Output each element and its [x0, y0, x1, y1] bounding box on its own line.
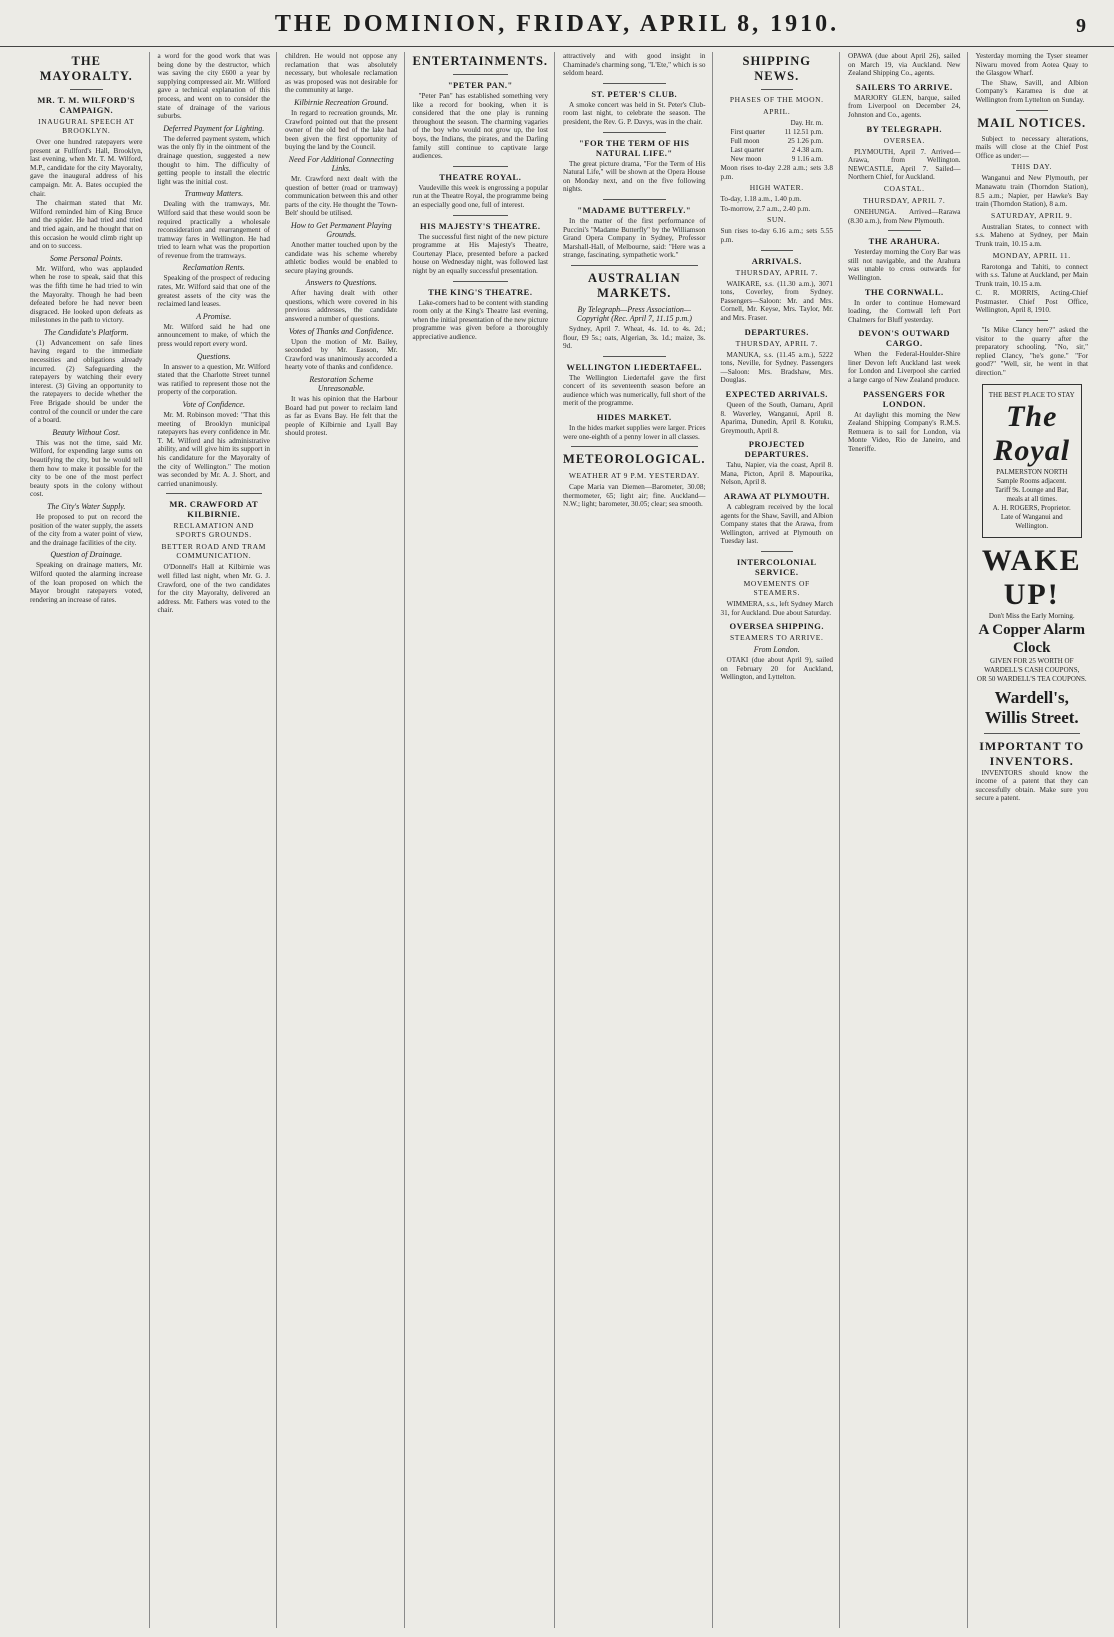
article-paragraph: Tahu, Napier, via the coast, April 8. Mana, Picton, April 8. Mapourika, Nelson, April 8. — [720, 461, 833, 487]
mail-day-label: MONDAY, APRIL 11. — [992, 250, 1071, 260]
theatre-royal-heading: THEATRE ROYAL. — [439, 171, 522, 182]
oversea-shipping-heading: OVERSEA SHIPPING. — [729, 621, 824, 632]
article-paragraph: OTAKI (due about April 9), sailed on February 20 for Auckland, Wellington, and Lyttelton. — [720, 656, 833, 682]
article-paragraph: This was not the time, said Mr. Wilford, for expending large sums on beautifying the city, but he would tell them how to make it possible for the city to be one of the most perfect beauty spots in the colony without cost. — [30, 438, 143, 499]
article-paragraph: Rarotonga and Tahiti, to connect with s.s. Talune at Auckland, per Main Trunk train, 10.15 a.m. — [975, 262, 1088, 288]
from-london-label: From London. — [753, 645, 800, 655]
column-4 — [413, 52, 556, 1628]
high-water-line: To-day, 1.18 a.m., 1.40 p.m. — [720, 195, 802, 204]
article-paragraph: "Peter Pan" has established something very like a record for booking, when it is considered that the one play is running throughout the season. The charming vagaries of the boy who would not grow up, the lost boys, the Indians, the pirates, and the Darling family still continue to captivate large audiences. — [412, 92, 549, 161]
sun-line: Sun rises to-day 6.16 a.m.; sets 5.55 p.m. — [720, 227, 833, 244]
hides-market-heading: HIDES MARKET. — [596, 412, 672, 423]
brooklyn-subheading: INAUGURAL SPEECH AT BROOKLYN. — [38, 117, 135, 135]
section-heading: Questions. — [196, 351, 231, 361]
anecdote: "Is Mike Clancy here?" asked the visitor to the quarry after the preparatory schooling. "No, sir," replied Clancy, "he's gone." "For good?" "Well, sir, he went in that direction." — [975, 326, 1088, 378]
article-paragraph: In the hides market supplies were larger. Prices were one-eighth of a penny lower in all classes. — [563, 424, 706, 441]
article-paragraph: Sydney, April 7. Wheat, 4s. 1d. to 4s. 2d.; flour, £9 5s.; oats, Algerian, 3s. 1d.; maize, 3s. 9d. — [563, 324, 706, 351]
mail-day-label: SATURDAY, APRIL 9. — [991, 210, 1073, 220]
divider — [761, 551, 794, 552]
mail-day-label: THIS DAY. — [1011, 162, 1052, 172]
article-paragraph: Upon the motion of Mr. Bailey, seconded by Mr. Easson, Mr. Crawford was unanimously accorded a hearty vote of thanks and confidence. — [285, 337, 398, 372]
column-7 — [848, 52, 968, 1628]
advert-subline: Don't Miss the Early Morning. — [988, 611, 1075, 620]
divider — [453, 74, 509, 75]
article-paragraph: Mr. M. Robinson moved: "That this meeting of Brooklyn municipal ratepayers has every confidence in Mr. T. M. Wilford and his administrative ability, and will give him its support in his candidature for the Mayoralty of the city of Wellington." The motion was seconded by Mr. A. J. Short, and carried unanimously. — [157, 411, 270, 488]
section-heading: Vote of Confidence. — [182, 400, 245, 409]
section-heading: Kilbirnie Recreation Ground. — [294, 97, 389, 107]
month-label: APRIL. — [763, 107, 791, 116]
advert-town: PALMERSTON NORTH — [996, 467, 1068, 476]
section-heading: Beauty Without Cost. — [52, 427, 121, 437]
article-paragraph: ONEHUNGA. Arrived—Rarawa (8.30 a.m.), from New Plymouth. — [848, 207, 961, 225]
wake-up-headline: WAKE UP! — [981, 543, 1082, 611]
arahura-heading: THE ARAHURA. — [868, 236, 940, 247]
movements-subheading: MOVEMENTS OF STEAMERS. — [743, 579, 810, 598]
arrivals-heading: ARRIVALS. — [751, 255, 802, 266]
article-paragraph: Yesterday morning the Cory Bar was still not navigable, and the Arahura was unable to cross outwards for Wellington. — [848, 248, 961, 282]
advert-line: Tariff 9s. Lounge and Bar, meals at all times. — [994, 485, 1069, 503]
divider — [166, 493, 263, 494]
alarm-clock-headline: A Copper Alarm Clock — [978, 621, 1085, 656]
article-paragraph: At daylight this morning the New Zealand Shipping Company's R.M.S. Remuera is to sail for London, via Monte Video, Rio de Janeiro, and Teneriffe. — [848, 410, 961, 454]
section-heading: Question of Drainage. — [50, 550, 123, 560]
article-paragraph: After having dealt with other questions, which were covered in his previous addresses, the candidate answered a number of questions. — [285, 289, 398, 324]
natural-life-heading: "FOR THE TERM OF HIS NATURAL LIFE." — [579, 137, 690, 158]
column-1 — [30, 52, 150, 1628]
article-paragraph: A smoke concert was held in St. Peter's Club-room last night, to celebrate the season. The president, the Rev. G. P. Davys, was in the chair. — [563, 100, 706, 126]
divider — [984, 733, 1081, 734]
cornwall-heading: THE CORNWALL. — [864, 286, 944, 297]
advert-proprietor: A. H. ROGERS, Proprietor. Late of Wanganui and Wellington. — [992, 503, 1071, 530]
column-8 — [976, 52, 1095, 1628]
royal-hotel-advert — [982, 384, 1083, 538]
high-water-heading: HIGH WATER. — [749, 183, 804, 193]
article-paragraph: In order to continue Homeward loading, the Cornwall left Port Chalmers for Bluff yesterday. — [848, 298, 961, 324]
arrivals-date: THURSDAY, APRIL 7. — [735, 267, 818, 277]
article-paragraph: PLYMOUTH, April 7. Arrived—Arawa, from Wellington. NEWCASTLE, April 7. Sailed—Northern Chief, for Auckland. — [848, 147, 961, 182]
projected-departures-heading: PROJECTED DEPARTURES. — [744, 439, 809, 460]
divider — [1016, 320, 1049, 321]
article-paragraph: O'Donnell's Hall at Kilbirnie was well filled last night, when Mr. G. J. Crawford, one of the two candidates for the city Mayoralty, delivered an address. Mr. Fathers was voted to the chair. — [157, 563, 270, 615]
article-paragraph: In regard to recreation grounds, Mr. Crawford pointed out that the present owner of the old bed of the lake had been given the first opportunity of buying the land by the Council. — [285, 108, 398, 152]
advert-line: GIVEN FOR 25 WORTH OF WARDELL'S CASH COUPONS, — [984, 656, 1080, 674]
peter-pan-heading: "PETER PAN." — [447, 80, 513, 90]
article-paragraph: Another matter touched upon by the candidate was his scheme whereby athletic bodies would be enabled to secure playing grounds. — [285, 240, 398, 275]
divider — [761, 89, 794, 90]
liedertafel-heading: WELLINGTON LIEDERTAFEL. — [566, 361, 703, 372]
section-heading: Some Personal Points. — [49, 253, 123, 263]
passengers-london-heading: PASSENGERS FOR LONDON. — [863, 388, 946, 409]
divider — [603, 199, 665, 200]
section-heading: Need For Additional Connecting Links. — [288, 154, 394, 173]
article-paragraph: The great picture drama, "For the Term of His Natural Life," will be shown at the Opera House on Monday next, and on the five following nights. — [563, 159, 706, 194]
article-paragraph: He proposed to put on record the position of the water supply, the assets of the city from a water point of view, and the drainage facilities of the city. — [30, 512, 143, 547]
article-paragraph: Yesterday morning the Tyser steamer Niwaru moved from Aotea Quay to the Glasgow Wharf. — [975, 52, 1088, 78]
wardells-advert — [976, 544, 1089, 728]
section-heading: How to Get Permanent Playing Grounds. — [290, 220, 392, 239]
section-heading: Votes of Thanks and Confidence. — [288, 326, 394, 336]
table-header: Day. Hr. m. — [790, 119, 823, 127]
divider — [761, 250, 794, 251]
article-paragraph: attractively and with good insight in Chaminade's charming song, "L'Ete," which is so seldom heard. — [563, 52, 706, 78]
kilbirnie-subheading-2: BETTER ROAD AND TRAM COMMUNICATION. — [161, 542, 267, 561]
divider — [453, 215, 509, 216]
section-heading: Answers to Questions. — [305, 278, 377, 288]
meteorological-heading: METEOROLOGICAL. — [563, 452, 706, 467]
section-heading: The City's Water Supply. — [47, 501, 126, 511]
sailers-heading: SAILERS TO ARRIVE. — [855, 81, 953, 92]
moon-note: Moon rises to-day 2.28 a.m.; sets 3.8 p.m. — [720, 164, 833, 181]
article-paragraph: (1) Advancement on safe lines having regard to the immediate necessities and obligations already incurred. (2) Safeguarding the ratepayers by watching their every interest. (3) Giving an opportunity to the ratepayers to decide whether the Free Brigade should be under the control of the council or under the care of a board. — [30, 338, 143, 425]
divider — [603, 83, 665, 84]
article-paragraph: The Shaw, Savill, and Albion Company's Karamea is due at Wellington from Lyttelton on Sunday. — [975, 78, 1088, 104]
steamers-subheading: STEAMERS TO ARRIVE. — [730, 633, 824, 643]
mayoralty-heading: THE MAYORALTY. — [39, 54, 133, 83]
article-paragraph: Wanganui and New Plymouth, per Manawatu train (Thorndon Station), 8.5 a.m.; Napier, per Hawke's Bay train (Thorndon Station), 8 a.m. — [975, 174, 1088, 209]
article-paragraph: WAIKARE, s.s. (11.30 a.m.), 3071 tons, Coverley, from Sydney. Passengers—Saloon: Mr. and Mrs. Cornell, Mr. Keyse, Mrs. Taylor, Mr. and Mrs. Fraser. — [720, 279, 833, 322]
article-paragraph: In answer to a question, Mr. Wilford stated that the Charlotte Street tunnel was ratified to represent those not the property of the corporation. — [157, 362, 270, 397]
section-heading: Deferred Payment for Lighting. — [163, 123, 265, 133]
article-paragraph: The Wellington Liedertafel gave the first concert of its seventeenth season before an audience which was numerically, full short of the merit of the programme. — [563, 373, 706, 408]
mail-notices-heading: MAIL NOTICES. — [977, 115, 1087, 130]
divider — [571, 265, 697, 266]
st-peters-club-heading: ST. PETER'S CLUB. — [591, 88, 678, 99]
masthead — [0, 0, 1114, 47]
article-paragraph: It was his opinion that the Harbour Board had put power to reclaim land as far as Evans Bay. He felt that the people of Kilbirnie and Lyall Bay should protest. — [285, 395, 398, 438]
shipping-news-heading: SHIPPING NEWS. — [742, 54, 811, 83]
sun-heading: SUN. — [767, 215, 787, 225]
article-paragraph: INVENTORS should know the income of a patent that they can successfully obtain. Make sure you secure a patent. — [975, 768, 1088, 803]
article-paragraph: The chairman stated that Mr. Wilford reminded him of King Bruce and the spider. He had tried and tried and tried again, and he thought that on this occasion he would climb right up and on to success. — [30, 199, 143, 251]
article-paragraph: The successful first night of the new picture programme at His Majesty's Theatre, Courtenay Place, presented before a packed house on Wednesday night, was followed last night by an equally successful presentation. — [412, 232, 549, 275]
divider — [453, 166, 509, 167]
page-number: 9 — [1076, 15, 1086, 37]
wardells-firm-name: Wardell's, Willis Street. — [984, 687, 1079, 727]
column-5 — [563, 52, 712, 1628]
advert-line: Sample Rooms adjacent. — [997, 476, 1067, 485]
high-water-line: To-morrow, 2.7 a.m., 2.40 p.m. — [720, 204, 811, 213]
advert-tagline: THE BEST PLACE TO STAY — [988, 390, 1075, 399]
table-row: First quarter 11 12.51 p.m. — [730, 128, 823, 136]
article-paragraph: Mr. Crawford next dealt with the question of better (road or tramway) communication between this and other parts of the city. He thought the 'Town-Belt' should be utilised. — [285, 174, 398, 218]
newspaper-columns — [30, 52, 1094, 1628]
newspaper-title: THE DOMINION, FRIDAY, APRIL 8, 1910. — [274, 11, 840, 37]
article-paragraph: OPAWA (due about April 26), sailed on March 19, via Auckland. New Zealand Shipping Co., agents. — [848, 52, 961, 78]
expected-arrivals-heading: EXPECTED ARRIVALS. — [725, 388, 828, 399]
kilbirnie-subheading: RECLAMATION AND SPORTS GROUNDS. — [173, 521, 254, 540]
article-paragraph: Subject to necessary alterations, mails will close at the Chief Post Office as under:— — [975, 134, 1088, 160]
arawa-heading: ARAWA AT PLYMOUTH. — [723, 491, 830, 502]
article-paragraph: Speaking on drainage matters, Mr. Wilford quoted the alarming increase of the loan proposed on which the Mayor brought ratepayers voted, rendering an increase of rates. — [30, 561, 143, 604]
article-paragraph: children. He would not oppose any reclamation that was absolutely necessary, but wholesale reclamation as was proposed was not desirable for the community at large. — [285, 52, 398, 95]
section-heading: The Candidate's Platform. — [43, 327, 129, 337]
column-2 — [158, 52, 278, 1628]
kilbirnie-heading: MR. CRAWFORD AT KILBIRNIE. — [169, 499, 259, 520]
weather-subheading: WEATHER AT 9 P.M. YESTERDAY. — [568, 471, 700, 481]
kings-theatre-heading: THE KING'S THEATRE. — [428, 286, 533, 297]
article-paragraph: Mr. Wilford, who was applauded when he rose to speak, said that this was the fifth time he had tried to win the Mayoralty. Though he had been defeated before he had never been disgraced. He looked upon defeats as milestones in the path to victory. — [30, 264, 143, 325]
his-majestys-heading: HIS MAJESTY'S THEATRE. — [420, 220, 541, 231]
australian-markets-heading: AUSTRALIAN MARKETS. — [587, 270, 681, 300]
coastal-date: THURSDAY, APRIL 7. — [863, 195, 946, 205]
table-row: Last quarter 2 4.38 a.m. — [730, 146, 823, 154]
departures-heading: DEPARTURES. — [744, 326, 809, 337]
article-paragraph: Mr. Wilford said he had one announcement to make, of which the press would report every word. — [157, 322, 270, 349]
by-telegraph-heading: BY TELEGRAPH. — [866, 123, 942, 134]
departures-date: THURSDAY, APRIL 7. — [735, 338, 818, 348]
article-paragraph: Dealing with the tramways, Mr. Wilford said that these would soon be required practically a wholesale reconsideration and rearrangement of tramway fares in Wellington. He had tried to learn what was the proportion of revenue from the tramways. — [157, 200, 270, 260]
divider — [1016, 110, 1049, 111]
article-paragraph: In the matter of the first performance of Puccini's "Madame Butterfly" by the Williamson Grand Opera Company in Sydney, Professor Marshall-Hall, of Melbourne, said: "Here was a strange, fascinating, sympathetic work." — [563, 216, 706, 260]
article-paragraph: Queen of the South, Oamaru, April 8. Waverley, Wanganui, April 8. Aparima, Dunedin, April 8. Kotuku, Greymouth, April 8. — [720, 400, 833, 435]
entertainments-heading: ENTERTAINMENTS. — [412, 54, 549, 68]
article-paragraph: MANUKA, s.s. (11.45 a.m.), 5222 tons, Neville, for Sydney. Passengers—Saloon: Mrs. Bradshaw, Mrs. Douglas. — [720, 350, 833, 385]
article-paragraph: Australian States, to connect with s.s. Maheno at Sydney, per Main Trunk train, 10.15 a.m. — [975, 222, 1088, 248]
markets-credit: By Telegraph—Press Association—Copyright (Rec. April 7, 11.15 p.m.) — [576, 304, 692, 323]
article-paragraph: WIMMERA, s.s., left Sydney March 31, for Auckland. Due about Saturday. — [720, 600, 833, 617]
coastal-subheading: COASTAL. — [883, 183, 925, 193]
section-heading: Reclamation Rents. — [182, 263, 245, 273]
article-paragraph: A cablegram received by the local agents for the Shaw, Savill, and Albion Company states that the Arawa, from Wellington, arrived at Plymouth on Tuesday last. — [720, 503, 833, 546]
article-paragraph: Lake-comers had to be content with standing room only at the King's Theatre last evening, when the initial presentation of the new picture programme was given before a thoroughly appreciative audience. — [412, 298, 549, 341]
oversea-subheading: OVERSEA. — [883, 135, 925, 145]
divider — [453, 281, 509, 282]
wilford-campaign-subheading: MR. T. M. WILFORD'S CAMPAIGN. — [37, 95, 136, 115]
divider — [571, 446, 697, 447]
section-heading: A Promise. — [196, 311, 232, 321]
divider — [603, 356, 665, 357]
table-row: Full moon 25 1.26 p.m. — [730, 137, 823, 145]
divider — [888, 230, 921, 231]
article-paragraph: Cape Maria van Diemen—Barometer, 30.08; thermometer, 65; light air; fine. Auckland—N.W.; light; barometer, 30.05; clear; sea smooth. — [563, 483, 706, 509]
article-paragraph: Speaking of the prospect of reducing rates, Mr. Wilford said that one of the greatest assets of the city was the reclaimed land leases. — [157, 274, 270, 309]
article-paragraph: Vaudeville this week is engrossing a popular run at the Theatre Royal, the programme being an especially good one, full of interest. — [412, 183, 549, 209]
article-paragraph: Over one hundred ratepayers were present at Fullford's Hall, Brooklyn, last evening, when Mr. T. M. Wilford, M.P., candidate for the city Mayoralty, gave the inaugural address of his campaign. Mr. A. Bates occupied the chair. — [30, 138, 143, 198]
devon-cargo-heading: DEVON'S OUTWARD CARGO. — [858, 328, 951, 349]
article-paragraph: a word for the good work that was being done by the destructor, which was saving the city £600 a year by supplying compressed air. Mr. Wilford gave a technical explanation of this process, and went on to consider the state of drainage of the various suburbs. — [157, 52, 270, 121]
moon-phases-heading: PHASES OF THE MOON. — [729, 95, 824, 104]
advert-line: OR 50 WARDELL'S TEA COUPONS. — [976, 674, 1087, 683]
intercolonial-heading: INTERCOLONIAL SERVICE. — [736, 557, 817, 578]
article-paragraph: The deferred payment system, which was the only fly in the ointment of the drainage question, suggested a new thought to him. The difficulty of getting people to install the electric light was the initial cost. — [157, 134, 270, 186]
inventors-headline: IMPORTANT TO INVENTORS. — [979, 738, 1085, 768]
table-header-row — [721, 119, 834, 128]
royal-hotel-logo: The Royal — [993, 399, 1071, 467]
table-row: New moon 9 1.16 a.m. — [730, 155, 823, 163]
moon-phases-table — [721, 119, 834, 164]
divider — [603, 132, 665, 133]
section-heading: Restoration Scheme Unreasonable. — [309, 375, 374, 394]
divider — [70, 89, 103, 90]
section-heading: Tramway Matters. — [184, 189, 244, 199]
article-paragraph: When the Federal-Houlder-Shire liner Devon left Auckland last week for London and Liverpool she carried a large cargo of New Zealand produce. — [848, 350, 961, 385]
column-3 — [285, 52, 405, 1628]
postmaster-signoff: C. R. MORRIS, Acting-Chief Postmaster. Chief Post Office, Wellington, April 8, 1910. — [975, 289, 1088, 315]
column-6 — [721, 52, 841, 1628]
article-paragraph: MARJORY GLEN, barque, sailed from Liverpool on December 24, Johnston and Co., agents. — [848, 93, 961, 119]
madame-butterfly-heading: "MADAME BUTTERFLY." — [577, 204, 692, 215]
